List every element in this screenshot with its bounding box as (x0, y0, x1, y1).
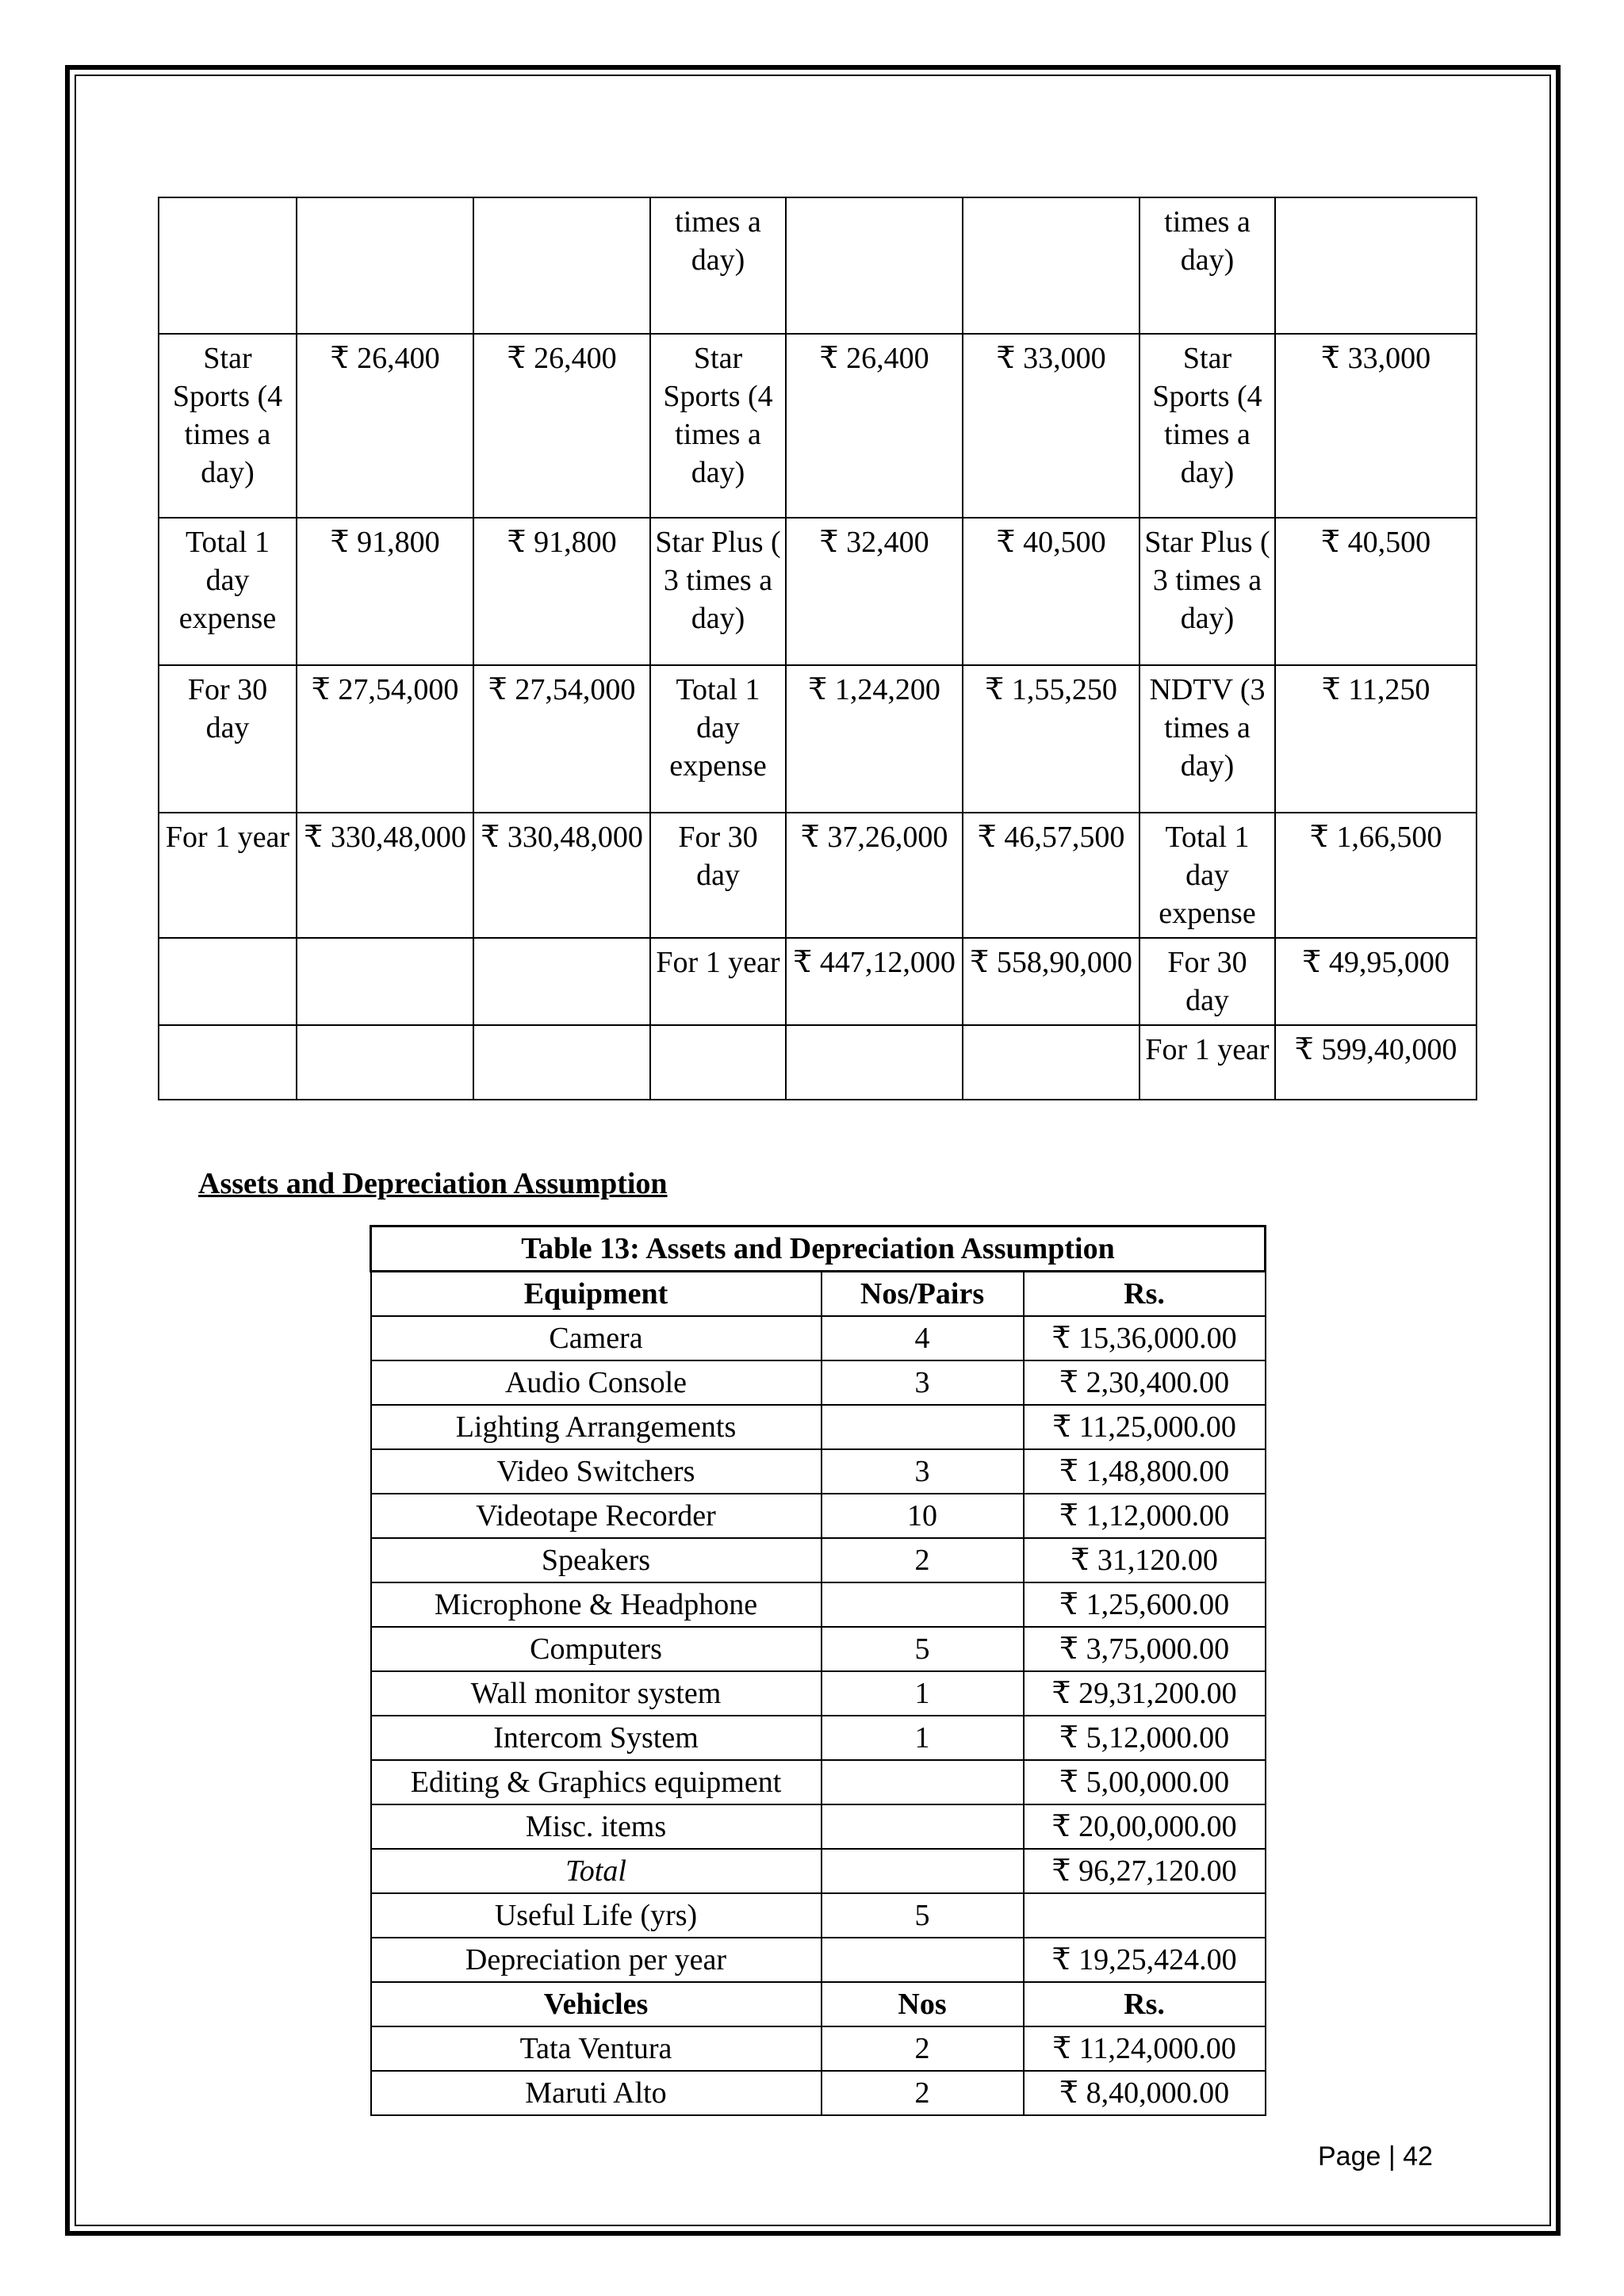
table-cell: ₹ 40,500 (1275, 518, 1477, 665)
table-cell: 1 (822, 1671, 1024, 1716)
table-cell (297, 1025, 473, 1100)
table-cell: 3 (822, 1360, 1024, 1405)
table-row (371, 1671, 1266, 1716)
table-cell (786, 1025, 963, 1100)
table-cell: times a day) (650, 197, 786, 334)
table-cell: Star Sports (4 times a day) (1139, 334, 1275, 518)
table-cell (822, 1804, 1024, 1849)
table-row (371, 1405, 1266, 1449)
table-row (371, 1760, 1266, 1804)
table-cell: ₹ 26,400 (297, 334, 473, 518)
table-cell: ₹ 1,12,000.00 (1024, 1494, 1266, 1538)
table-cell: 2 (822, 2071, 1024, 2115)
header-cell: Rs. (1024, 1982, 1266, 2026)
table-cell: Star Plus ( 3 times a day) (1139, 518, 1275, 665)
table-cell: Star Sports (4 times a day) (650, 334, 786, 518)
table-cell: 10 (822, 1494, 1024, 1538)
header-cell: Nos (822, 1982, 1024, 2026)
header-nos-pairs: Nos/Pairs (822, 1272, 1024, 1317)
table-cell: ₹ 49,95,000 (1275, 938, 1477, 1025)
table-cell: ₹ 32,400 (786, 518, 963, 665)
table-cell: For 30 day (650, 813, 786, 938)
table-row (371, 2071, 1266, 2115)
table-cell: ₹ 46,57,500 (963, 813, 1139, 938)
table-cell: Audio Console (371, 1360, 822, 1405)
table-cell: 2 (822, 2026, 1024, 2071)
table-cell: ₹ 19,25,424.00 (1024, 1938, 1266, 1982)
table-row (159, 197, 1477, 334)
table-cell: ₹ 558,90,000 (963, 938, 1139, 1025)
table-cell: ₹ 1,66,500 (1275, 813, 1477, 938)
section-heading: Assets and Depreciation Assumption (198, 1167, 668, 1200)
header-equipment: Equipment (371, 1272, 822, 1317)
table-cell: ₹ 1,48,800.00 (1024, 1449, 1266, 1494)
table-cell: For 30 day (1139, 938, 1275, 1025)
table-cell (159, 938, 297, 1025)
table-cell: ₹ 330,48,000 (297, 813, 473, 938)
table-cell: 3 (822, 1449, 1024, 1494)
header-rs: Rs. (1024, 1272, 1266, 1317)
table-cell: Lighting Arrangements (371, 1405, 822, 1449)
table-cell: NDTV (3 times a day) (1139, 665, 1275, 813)
continuation-table (158, 197, 1477, 1100)
table-cell: Total 1 day expense (650, 665, 786, 813)
table-cell (297, 938, 473, 1025)
table-cell (822, 1760, 1024, 1804)
table-cell: Videotape Recorder (371, 1494, 822, 1538)
table-cell (963, 1025, 1139, 1100)
table-row (371, 1893, 1266, 1938)
assets-depreciation-table (370, 1225, 1266, 2116)
table-cell: Total 1 day expense (159, 518, 297, 665)
table-row (159, 518, 1477, 665)
table-cell: ₹ 599,40,000 (1275, 1025, 1477, 1100)
table-cell: 4 (822, 1316, 1024, 1360)
table-cell: ₹ 11,250 (1275, 665, 1477, 813)
table-row (159, 665, 1477, 813)
table-cell: Intercom System (371, 1716, 822, 1760)
table-cell: ₹ 29,31,200.00 (1024, 1671, 1266, 1716)
table-cell (822, 1405, 1024, 1449)
table-row (159, 938, 1477, 1025)
table-cell: times a day) (1139, 197, 1275, 334)
table-cell: ₹ 1,24,200 (786, 665, 963, 813)
table-cell: For 1 year (159, 813, 297, 938)
table-cell: ₹ 5,00,000.00 (1024, 1760, 1266, 1804)
table-cell: ₹ 2,30,400.00 (1024, 1360, 1266, 1405)
table-cell: Wall monitor system (371, 1671, 822, 1716)
table-cell (822, 1849, 1024, 1893)
table-cell (786, 197, 963, 334)
table-row (371, 1449, 1266, 1494)
table-cell: Tata Ventura (371, 2026, 822, 2071)
table-cell: ₹ 40,500 (963, 518, 1139, 665)
table-cell: ₹ 11,25,000.00 (1024, 1405, 1266, 1449)
table-cell: ₹ 91,800 (473, 518, 650, 665)
table-cell: ₹ 26,400 (786, 334, 963, 518)
table-cell: Editing & Graphics equipment (371, 1760, 822, 1804)
table-row (159, 1025, 1477, 1100)
table-cell: Star Plus ( 3 times a day) (650, 518, 786, 665)
table-cell: ₹ 27,54,000 (297, 665, 473, 813)
table-cell: ₹ 31,120.00 (1024, 1538, 1266, 1582)
table-cell: ₹ 33,000 (1275, 334, 1477, 518)
table-cell: ₹ 1,55,250 (963, 665, 1139, 813)
table-cell: Depreciation per year (371, 1938, 822, 1982)
table-cell (963, 197, 1139, 334)
table-cell (159, 197, 297, 334)
table-row (371, 1582, 1266, 1627)
table-caption-row (371, 1226, 1266, 1272)
table-cell (297, 197, 473, 334)
table-cell: ₹ 20,00,000.00 (1024, 1804, 1266, 1849)
table-cell: Camera (371, 1316, 822, 1360)
table-cell: For 1 year (1139, 1025, 1275, 1100)
table-row (371, 1804, 1266, 1849)
table-cell (1275, 197, 1477, 334)
table-cell (822, 1938, 1024, 1982)
table-cell: ₹ 5,12,000.00 (1024, 1716, 1266, 1760)
table-cell: Maruti Alto (371, 2071, 822, 2115)
table-header-row (371, 1272, 1266, 1317)
table-row (371, 1360, 1266, 1405)
table-cell: Star Sports (4 times a day) (159, 334, 297, 518)
table-cell: Speakers (371, 1538, 822, 1582)
table-row (371, 1849, 1266, 1893)
table-cell (473, 1025, 650, 1100)
table-row (371, 1538, 1266, 1582)
table-cell: ₹ 3,75,000.00 (1024, 1627, 1266, 1671)
table-cell: 2 (822, 1538, 1024, 1582)
table-cell: ₹ 27,54,000 (473, 665, 650, 813)
table-caption: Table 13: Assets and Depreciation Assumption (371, 1226, 1266, 1272)
table-row (371, 1627, 1266, 1671)
table-cell: Useful Life (yrs) (371, 1893, 822, 1938)
table-cell: ₹ 330,48,000 (473, 813, 650, 938)
table-cell: ₹ 1,25,600.00 (1024, 1582, 1266, 1627)
table-cell: ₹ 447,12,000 (786, 938, 963, 1025)
table-cell: ₹ 37,26,000 (786, 813, 963, 938)
table-cell (473, 938, 650, 1025)
table-row (371, 1494, 1266, 1538)
header-cell: Vehicles (371, 1982, 822, 2026)
table-cell (822, 1582, 1024, 1627)
table-cell: 1 (822, 1716, 1024, 1760)
table-cell (159, 1025, 297, 1100)
table-cell: ₹ 91,800 (297, 518, 473, 665)
table-cell: Total 1 day expense (1139, 813, 1275, 938)
table-cell: For 1 year (650, 938, 786, 1025)
table-cell: ₹ 15,36,000.00 (1024, 1316, 1266, 1360)
table-cell (650, 1025, 786, 1100)
table-cell: ₹ 8,40,000.00 (1024, 2071, 1266, 2115)
table-cell: Microphone & Headphone (371, 1582, 822, 1627)
table-row (371, 1716, 1266, 1760)
table-row (371, 2026, 1266, 2071)
table-cell: ₹ 11,24,000.00 (1024, 2026, 1266, 2071)
table-cell: Computers (371, 1627, 822, 1671)
table-row (371, 1938, 1266, 1982)
table-row (159, 813, 1477, 938)
table-cell: ₹ 33,000 (963, 334, 1139, 518)
table-cell: ₹ 96,27,120.00 (1024, 1849, 1266, 1893)
table-cell: Video Switchers (371, 1449, 822, 1494)
table-cell: ₹ 26,400 (473, 334, 650, 518)
table-cell (473, 197, 650, 334)
table-cell: 5 (822, 1627, 1024, 1671)
table-cell: For 30 day (159, 665, 297, 813)
vehicles-header-row (371, 1982, 1266, 2026)
page-number: Page | 42 (1318, 2141, 1433, 2172)
table-row (159, 334, 1477, 518)
table-cell: Total (371, 1849, 822, 1893)
table-row (371, 1316, 1266, 1360)
table-cell: Misc. items (371, 1804, 822, 1849)
table-cell (1024, 1893, 1266, 1938)
table-cell: 5 (822, 1893, 1024, 1938)
